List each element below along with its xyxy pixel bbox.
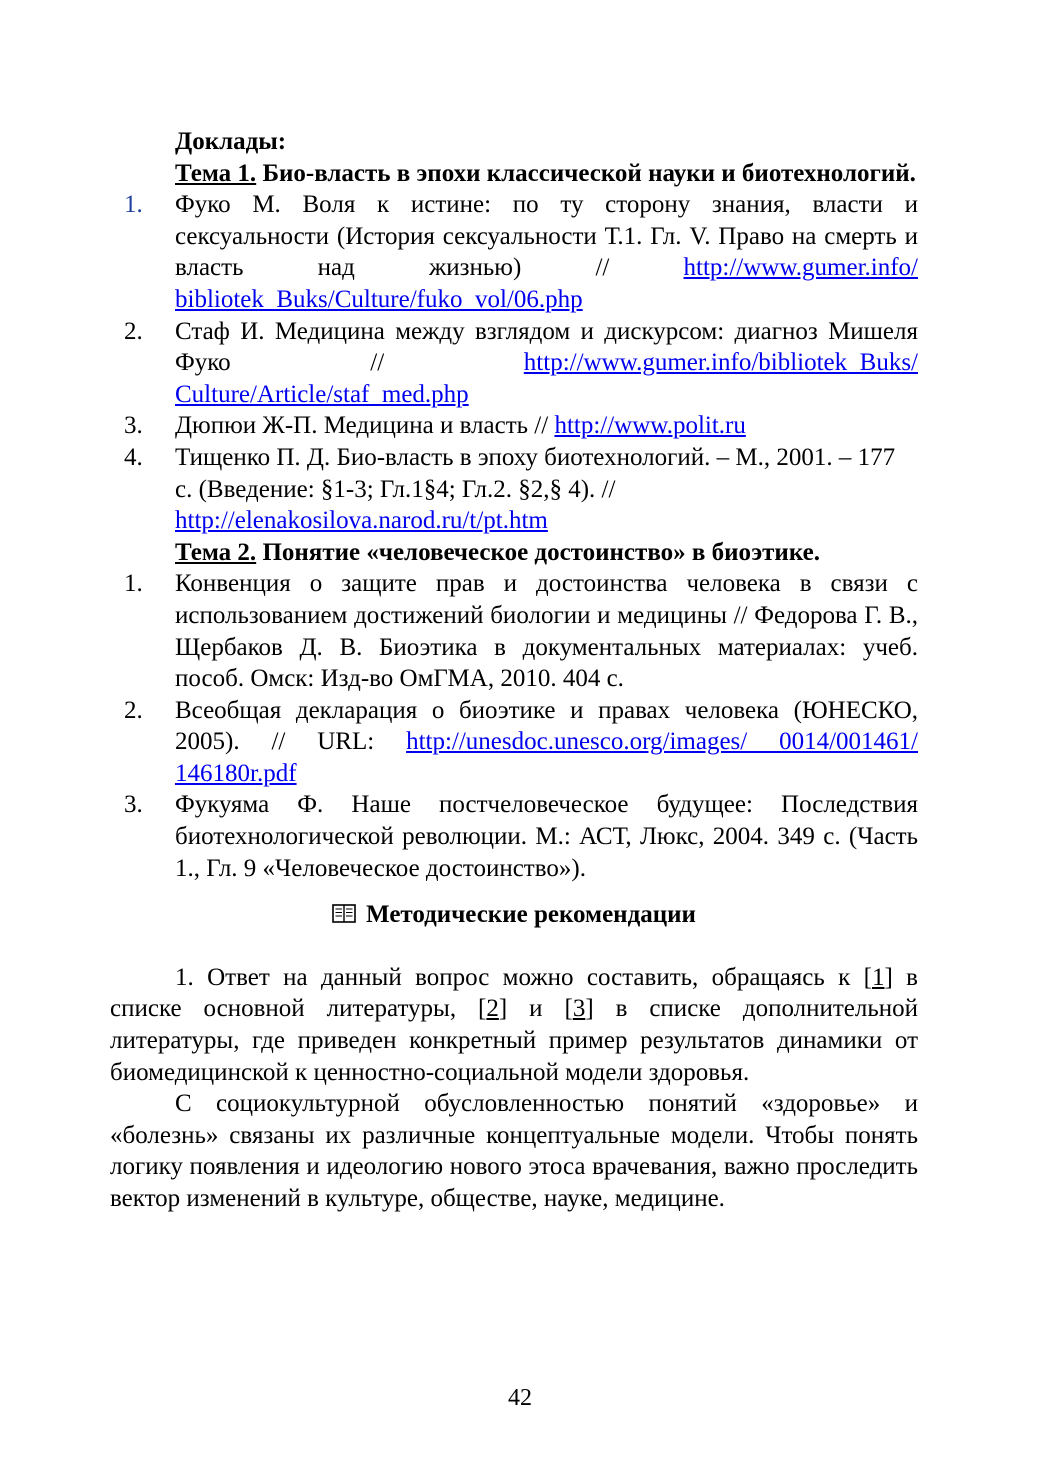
paragraph-text: ] в списке дополнительной литературы, где приведен конкретный пример результатов динамики от биомедицинской к ценностно-социальной модели здоровья.	[110, 995, 919, 1086]
reference-item	[110, 695, 918, 790]
reference-number: 1.	[124, 191, 143, 219]
reference-text: Всеобщая декларация о биоэтике и правах человека (ЮНЕСКО, 2005). // URL:	[175, 696, 918, 756]
reference-text: Тищенко П. Д. Био-власть в эпоху биотехнологий. – М., 2001. – 177 с. (Введение: §1-3; Гл.1§4; Гл.2. §2,§ 4). //	[175, 443, 896, 503]
reference-item	[110, 189, 918, 315]
reference-text: Фуко М. Воля к истине: по ту сторону знания, власти и сексуальности (История сексуальности Т.1. Гл. V. Право на смерть и власть над жизнью) //	[175, 191, 918, 282]
reference-link[interactable]: http://www.gumer.info/bibliotek_Buks/ Culture/Article/staf_med.php	[175, 349, 918, 408]
book-icon	[332, 904, 356, 924]
reference-number: 2.	[124, 696, 143, 724]
topic-1-heading	[110, 158, 918, 190]
reference-item	[110, 410, 918, 442]
reference-item	[110, 316, 918, 411]
paragraph-text: ] и [	[498, 995, 573, 1023]
citation-link-3[interactable]: 3	[572, 995, 586, 1023]
topic-2-heading	[110, 537, 918, 569]
reference-link[interactable]: http://www.polit.ru	[554, 412, 746, 440]
reference-number: 1.	[124, 570, 143, 598]
reference-item	[110, 789, 918, 884]
citation-link-1[interactable]: 1	[872, 963, 885, 991]
reports-title: Доклады:	[175, 128, 287, 155]
topic-2-label: Тема 2.	[175, 538, 257, 566]
reference-item	[110, 568, 918, 694]
method-paragraph-2: С социокультурной обусловленностью понятий «здоровье» и «болезнь» связаны их различные концептуальные модели. Чтобы понять логику появления и идеологию нового этоса врачевания, важно проследить вектор изменений в культуре, обществе, науке, медицине.	[110, 1090, 918, 1212]
topic-1-references	[110, 189, 918, 537]
page-content	[110, 126, 918, 1215]
reference-text: Дюпюи Ж-П. Медицина и власть //	[175, 412, 555, 440]
citation-link-2[interactable]: 2	[486, 995, 499, 1023]
paragraph-text: ] в списке основной литературы, [	[110, 963, 918, 1023]
topic-1-title: Био-власть в эпохи классической науки и биотехнологий.	[256, 159, 916, 187]
paragraph-text: 1. Ответ на данный вопрос можно составить, обращаясь к [	[175, 963, 872, 991]
reference-number: 3.	[124, 412, 143, 440]
reference-number: 2.	[124, 317, 143, 345]
reference-text: Конвенция о защите прав и достоинства человека в связи с использованием достижений биологии и медицины // Федорова Г. В., Щербаков Д. В. Биоэтика в документальных материалах: учеб. пособ. Омск: Изд-во ОмГМА, 2010. 404 с.	[175, 570, 918, 693]
reference-text: Стаф И. Медицина между взглядом и дискурсом: диагноз Мишеля Фуко //	[175, 317, 918, 377]
reference-link[interactable]: http://www.gumer.info/ bibliotek_Buks/Culture/fuko_vol/06.php	[175, 254, 918, 313]
method-paragraph-1	[110, 962, 918, 1088]
reference-number: 3.	[124, 791, 143, 819]
reference-text: Фукуяма Ф. Наше постчеловеческое будущее: Последствия биотехнологической революции. М.: АСТ, Люкс, 2004. 349 с. (Часть 1., Гл. 9 «Человеческое достоинство»).	[175, 791, 918, 882]
topic-1-label: Тема 1.	[175, 159, 257, 187]
reference-link[interactable]: http://unesdoc.unesco.org/images/ 0014/001461/ 146180r.pdf	[175, 728, 918, 787]
page-number: 42	[508, 1385, 532, 1411]
reference-number: 4.	[124, 443, 143, 471]
reference-link[interactable]: http://elenakosilova.narod.ru/t/pt.htm	[175, 507, 548, 535]
topic-2-title: Понятие «человеческое достоинство» в биоэтике.	[256, 538, 820, 566]
topic-2-references	[110, 568, 918, 884]
reference-item	[110, 442, 918, 537]
method-title: Методические рекомендации	[366, 901, 696, 929]
method-heading	[110, 899, 918, 931]
